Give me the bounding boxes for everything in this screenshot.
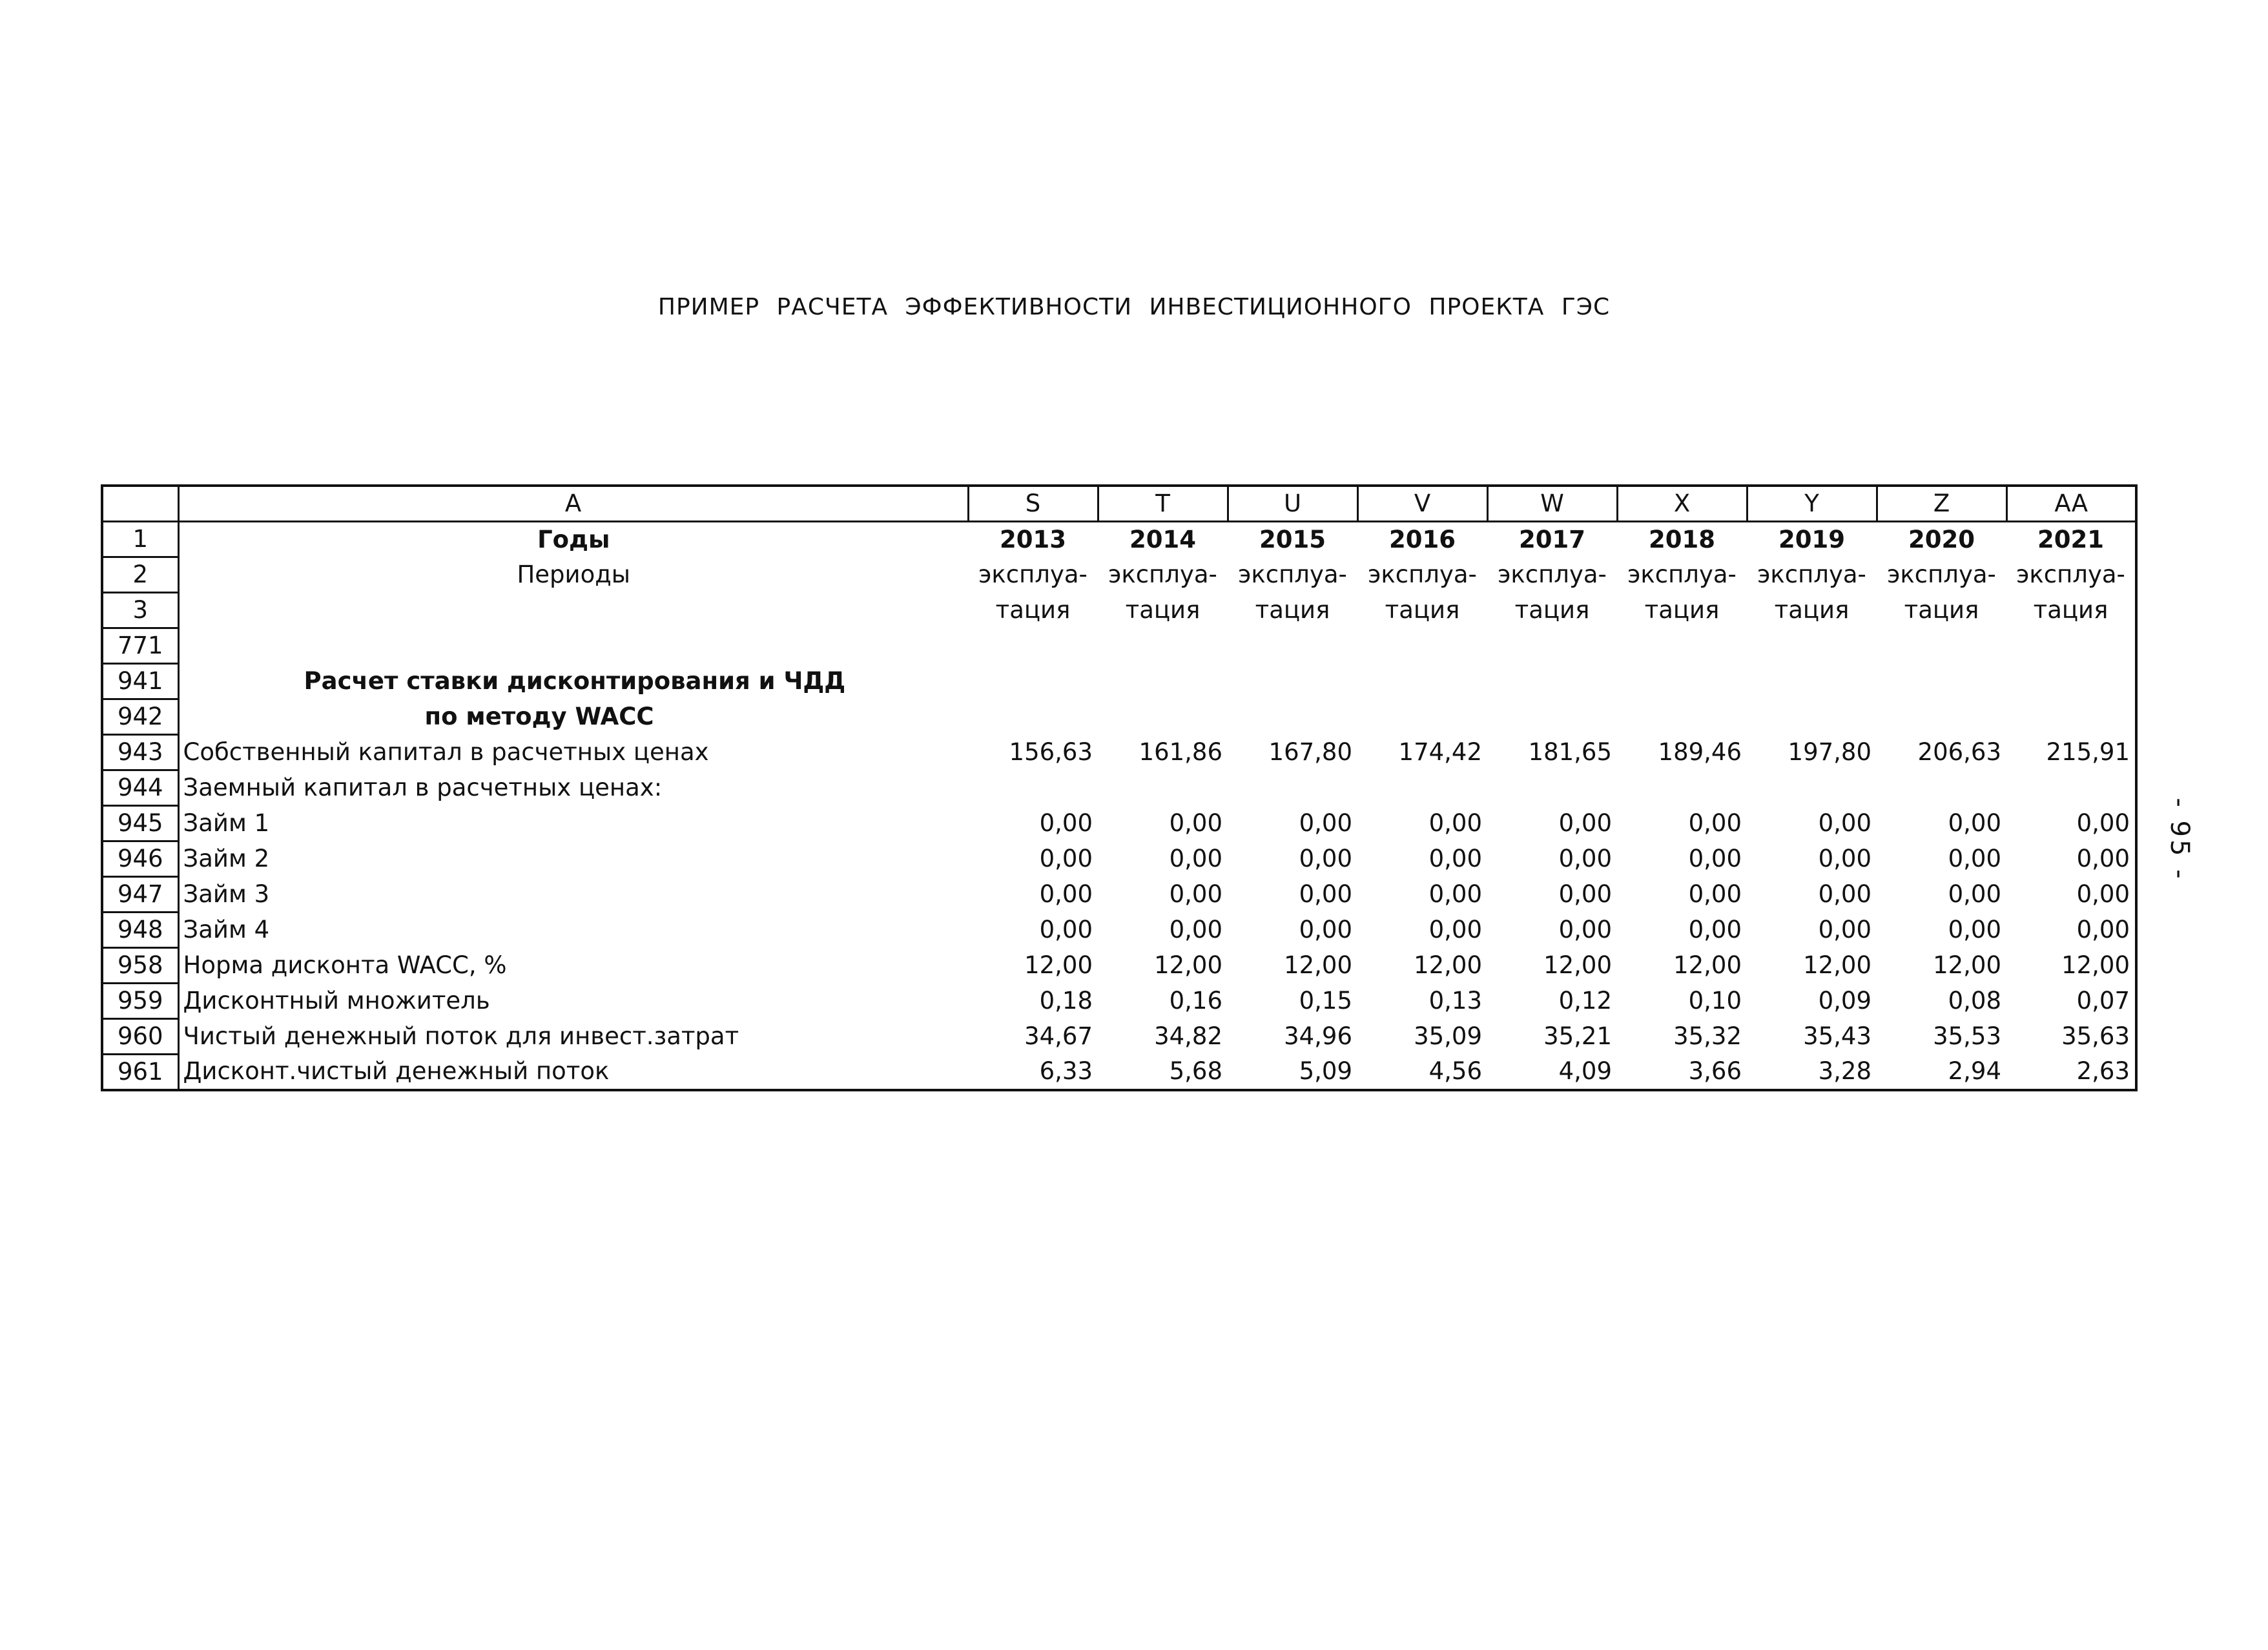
value-cell: 0,00: [1039, 845, 1093, 872]
value-cell: [1357, 770, 1487, 806]
data-row: [102, 735, 2136, 770]
value-cell: 0,00: [1948, 809, 2001, 837]
period-cell: тация: [1385, 596, 1460, 624]
value-cell: [2006, 770, 2136, 806]
value-cell: 156,63: [1009, 738, 1093, 766]
empty-cell: [1617, 699, 1747, 735]
empty-cell: [1617, 664, 1747, 699]
data-row: [102, 1019, 2136, 1055]
empty-cell: [1487, 664, 1617, 699]
empty-cell: [1747, 664, 1877, 699]
value-cell: 0,00: [1688, 916, 1742, 944]
value-cell: 197,80: [1788, 738, 1871, 766]
value-cell: 0,16: [1169, 987, 1222, 1015]
empty-cell: [1617, 628, 1747, 664]
value-cell: 0,07: [2076, 987, 2130, 1015]
row-label: Займ 2: [183, 845, 270, 872]
years-row: [102, 522, 2136, 557]
value-cell: 0,00: [1558, 845, 1612, 872]
value-cell: 174,42: [1398, 738, 1482, 766]
data-row: [102, 770, 2136, 806]
column-header: Z: [1877, 486, 2006, 522]
empty-cell: [1228, 628, 1357, 664]
years-label: Годы: [537, 525, 610, 553]
value-cell: [1098, 770, 1228, 806]
row-number: 3: [102, 593, 178, 628]
period-cell: тация: [2033, 596, 2108, 624]
value-cell: 0,00: [1558, 916, 1612, 944]
corner-cell: [102, 486, 178, 522]
year-cell: 2013: [1000, 525, 1066, 553]
period-cell: тация: [1514, 596, 1590, 624]
empty-cell: [1357, 628, 1487, 664]
row-number: 959: [102, 984, 178, 1019]
empty-cell: [1487, 699, 1617, 735]
year-cell: 2019: [1778, 525, 1845, 553]
empty-cell: [1877, 699, 2006, 735]
value-cell: 0,15: [1299, 987, 1352, 1015]
value-cell: 161,86: [1139, 738, 1222, 766]
value-cell: 6,33: [1039, 1057, 1093, 1086]
value-cell: 0,00: [1818, 809, 1871, 837]
value-cell: 0,00: [2076, 845, 2130, 872]
period-cell: эксплуа-: [1627, 561, 1737, 588]
row-number: 944: [102, 770, 178, 806]
value-cell: 12,00: [1933, 951, 2001, 979]
empty-cell: [1098, 699, 1228, 735]
empty-cell: [1487, 628, 1617, 664]
spreadsheet-table: [101, 484, 2138, 1091]
value-cell: 4,56: [1428, 1057, 1482, 1086]
value-cell: 2,94: [1948, 1057, 2001, 1086]
periods-row: [102, 557, 2136, 593]
period-cell: эксплуа-: [1108, 561, 1217, 588]
value-cell: 34,82: [1154, 1022, 1222, 1050]
year-cell: 2021: [2037, 525, 2104, 553]
value-cell: 0,08: [1948, 987, 2001, 1015]
period-cell: эксплуа-: [1498, 561, 1607, 588]
row-label: Чистый денежный поток для инвест.затрат: [183, 1022, 739, 1050]
row-label: Норма дисконта WACC, %: [183, 951, 507, 979]
column-header: U: [1228, 486, 1357, 522]
value-cell: 0,00: [1428, 809, 1482, 837]
value-cell: 0,00: [1169, 809, 1222, 837]
empty-cell: [2006, 664, 2136, 699]
value-cell: 0,00: [1948, 916, 2001, 944]
empty-cell: [1098, 664, 1228, 699]
value-cell: 0,00: [1039, 809, 1093, 837]
value-cell: 0,00: [1039, 880, 1093, 908]
value-cell: 3,66: [1688, 1057, 1742, 1086]
row-number: 771: [102, 628, 178, 664]
value-cell: 35,09: [1414, 1022, 1482, 1050]
value-cell: 0,00: [1039, 916, 1093, 944]
value-cell: 0,00: [1818, 845, 1871, 872]
data-row: [102, 1055, 2136, 1091]
period-cell: эксплуа-: [1887, 561, 1996, 588]
value-cell: [1617, 770, 1747, 806]
page-number: [2131, 762, 2228, 917]
value-cell: 215,91: [2046, 738, 2130, 766]
value-cell: 0,10: [1688, 987, 1742, 1015]
value-cell: 34,96: [1284, 1022, 1352, 1050]
empty-cell: [2006, 699, 2136, 735]
value-cell: 0,00: [1818, 916, 1871, 944]
empty-cell: [1747, 628, 1877, 664]
value-cell: 0,00: [1428, 845, 1482, 872]
data-row: [102, 984, 2136, 1019]
value-cell: 0,13: [1428, 987, 1482, 1015]
column-header: W: [1487, 486, 1617, 522]
section-subtitle-row: [102, 699, 2136, 735]
value-cell: 0,18: [1039, 987, 1093, 1015]
page-number-text: - 95 -: [2165, 798, 2194, 882]
year-cell: 2016: [1389, 525, 1456, 553]
value-cell: 0,00: [2076, 880, 2130, 908]
row-label: Дисконт.чистый денежный поток: [183, 1057, 610, 1086]
value-cell: 0,00: [1688, 845, 1742, 872]
value-cell: 0,00: [2076, 916, 2130, 944]
section-subtitle: по методу WACC: [424, 703, 654, 730]
data-row: [102, 948, 2136, 984]
value-cell: 5,68: [1169, 1057, 1222, 1086]
year-cell: 2014: [1129, 525, 1196, 553]
row-number: 947: [102, 877, 178, 913]
value-cell: 35,21: [1543, 1022, 1612, 1050]
year-cell: 2017: [1519, 525, 1585, 553]
value-cell: 189,46: [1658, 738, 1742, 766]
data-row: [102, 841, 2136, 877]
row-label: Займ 3: [183, 880, 270, 908]
value-cell: 3,28: [1818, 1057, 1871, 1086]
value-cell: 0,00: [1299, 809, 1352, 837]
empty-row: [102, 628, 2136, 664]
column-header-a: A: [178, 486, 968, 522]
value-cell: 0,00: [1299, 845, 1352, 872]
value-cell: 12,00: [1803, 951, 1871, 979]
document-title: ПРИМЕР РАСЧЕТА ЭФФЕКТИВНОСТИ ИНВЕСТИЦИОННОГО ПРОЕКТА ГЭС: [657, 294, 1611, 320]
value-cell: 0,00: [1948, 845, 2001, 872]
column-header: Y: [1747, 486, 1877, 522]
row-number: 1: [102, 522, 178, 557]
year-cell: 2018: [1649, 525, 1715, 553]
value-cell: 0,00: [1948, 880, 2001, 908]
value-cell: 12,00: [1024, 951, 1093, 979]
empty-cell: [1877, 628, 2006, 664]
data-row: [102, 877, 2136, 913]
column-header: X: [1617, 486, 1747, 522]
value-cell: 0,12: [1558, 987, 1612, 1015]
empty-cell: [178, 628, 968, 664]
year-cell: 2020: [1908, 525, 1975, 553]
column-header: S: [968, 486, 1098, 522]
year-cell: 2015: [1259, 525, 1326, 553]
empty-cell: [1357, 664, 1487, 699]
value-cell: [1228, 770, 1357, 806]
value-cell: 35,53: [1933, 1022, 2001, 1050]
value-cell: 0,00: [1428, 916, 1482, 944]
value-cell: 4,09: [1558, 1057, 1612, 1086]
column-header: AA: [2006, 486, 2136, 522]
empty-cell: [968, 628, 1098, 664]
data-row: [102, 806, 2136, 841]
row-number: 945: [102, 806, 178, 841]
value-cell: 0,00: [1558, 809, 1612, 837]
period-cell: тация: [1255, 596, 1330, 624]
periods-row-2: [102, 593, 2136, 628]
value-cell: 0,00: [2076, 809, 2130, 837]
row-label: Займ 1: [183, 809, 270, 837]
period-cell: эксплуа-: [1368, 561, 1477, 588]
row-number: 2: [102, 557, 178, 593]
value-cell: 0,00: [1428, 880, 1482, 908]
empty-cell: [968, 664, 1098, 699]
row-number: 958: [102, 948, 178, 984]
value-cell: 12,00: [1154, 951, 1222, 979]
row-number: 941: [102, 664, 178, 699]
column-header: V: [1357, 486, 1487, 522]
section-title-row: [102, 664, 2136, 699]
value-cell: 12,00: [1543, 951, 1612, 979]
value-cell: 0,00: [1169, 880, 1222, 908]
value-cell: [1487, 770, 1617, 806]
value-cell: 0,00: [1299, 880, 1352, 908]
column-header: T: [1098, 486, 1228, 522]
period-cell: тация: [1644, 596, 1720, 624]
section-title: Расчет ставки дисконтирования и ЧДД: [304, 667, 846, 695]
value-cell: 12,00: [2061, 951, 2130, 979]
value-cell: 0,09: [1818, 987, 1871, 1015]
value-cell: [968, 770, 1098, 806]
row-number: 948: [102, 913, 178, 948]
value-cell: 12,00: [1673, 951, 1742, 979]
period-cell: тация: [1904, 596, 1979, 624]
data-row: [102, 913, 2136, 948]
empty-cell: [1357, 699, 1487, 735]
row-label: Дисконтный множитель: [183, 987, 490, 1015]
empty-cell: [1098, 628, 1228, 664]
row-number: 942: [102, 699, 178, 735]
period-cell: эксплуа-: [1238, 561, 1347, 588]
periods-label: Периоды: [517, 561, 631, 588]
row-number: 960: [102, 1019, 178, 1055]
empty-cell: [178, 593, 968, 628]
value-cell: 0,00: [1558, 880, 1612, 908]
empty-cell: [968, 699, 1098, 735]
value-cell: 35,32: [1673, 1022, 1742, 1050]
empty-cell: [2006, 628, 2136, 664]
value-cell: 34,67: [1024, 1022, 1093, 1050]
value-cell: 206,63: [1917, 738, 2001, 766]
empty-cell: [1877, 664, 2006, 699]
value-cell: 0,00: [1688, 880, 1742, 908]
row-number: 943: [102, 735, 178, 770]
period-cell: тация: [1774, 596, 1850, 624]
value-cell: [1747, 770, 1877, 806]
value-cell: 35,63: [2061, 1022, 2130, 1050]
period-cell: эксплуа-: [978, 561, 1088, 588]
row-number: 961: [102, 1055, 178, 1091]
row-number: 946: [102, 841, 178, 877]
value-cell: 0,00: [1688, 809, 1742, 837]
empty-cell: [1228, 699, 1357, 735]
row-label: Собственный капитал в расчетных ценах: [183, 738, 709, 766]
value-cell: 0,00: [1169, 845, 1222, 872]
value-cell: 35,43: [1803, 1022, 1871, 1050]
value-cell: 0,00: [1818, 880, 1871, 908]
period-cell: тация: [995, 596, 1071, 624]
period-cell: эксплуа-: [2016, 561, 2125, 588]
empty-cell: [1747, 699, 1877, 735]
value-cell: 167,80: [1268, 738, 1352, 766]
period-cell: тация: [1125, 596, 1201, 624]
row-label: Заемный капитал в расчетных ценах:: [183, 774, 663, 801]
value-cell: 2,63: [2076, 1057, 2130, 1086]
row-label: Займ 4: [183, 916, 270, 944]
value-cell: 181,65: [1528, 738, 1612, 766]
empty-cell: [1228, 664, 1357, 699]
column-header-row: [102, 486, 2136, 522]
value-cell: 12,00: [1284, 951, 1352, 979]
value-cell: 12,00: [1414, 951, 1482, 979]
value-cell: 0,00: [1169, 916, 1222, 944]
value-cell: 0,00: [1299, 916, 1352, 944]
value-cell: [1877, 770, 2006, 806]
period-cell: эксплуа-: [1757, 561, 1866, 588]
value-cell: 5,09: [1299, 1057, 1352, 1086]
